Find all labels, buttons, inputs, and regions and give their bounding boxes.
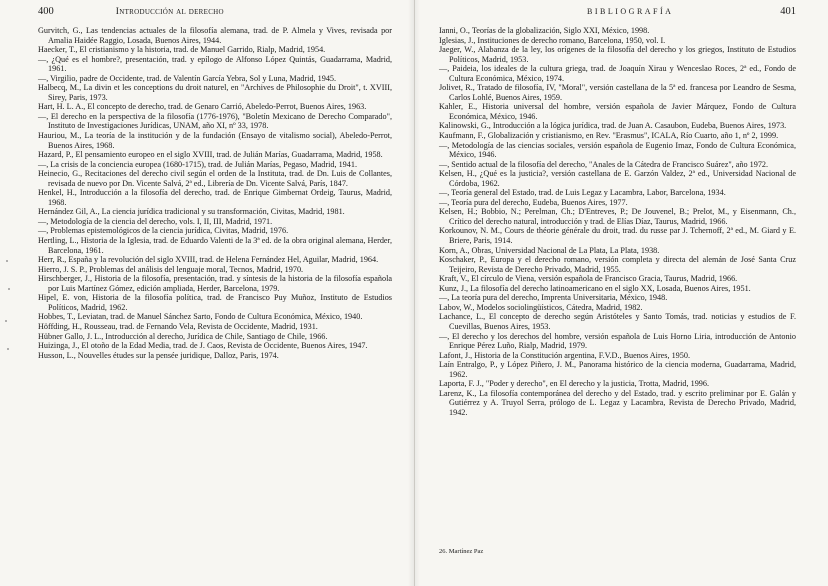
bibliography-entry: —, Teoría pura del derecho, Eudeba, Buenos Aires, 1977.	[439, 197, 628, 207]
bibliography-entry: Hart, H. L. A., El concepto de derecho, trad. de Genaro Carrió, Abeledo-Perrot, Buenos Aires, 1963.	[38, 102, 367, 112]
bibliography-entry: Kalinowski, G., Introducción a la lógica jurídica, trad. de Juan A. Casaubon, Eudeba, Buenos Aires, 1973.	[439, 121, 787, 131]
bibliography-entry: Hierro, J. S. P., Problemas del análisis del lenguaje moral, Tecnos, Madrid, 1970.	[38, 264, 304, 274]
bibliography-entry: —, Problemas epistemológicos de la ciencia jurídica, Civitas, Madrid, 1976.	[38, 226, 289, 236]
bibliography-entry: Laín Entralgo, P., y López Piñero, J. M., Panorama histórico de la ciencia moderna, Guadarrama, Madrid, 1962.	[439, 360, 796, 379]
bibliography-entry: Kunz, J., La filosofía del derecho latinoamericano en el siglo XX, Losada, Buenos Aires, 1951.	[439, 283, 751, 293]
left-page-header	[38, 6, 392, 22]
bibliography-entry: —, Teoría general del Estado, trad. de Luis Legaz y Lacambra, Labor, Barcelona, 1934.	[439, 188, 726, 198]
right-running-head: BIBLIOGRAFÍA	[587, 7, 674, 16]
bibliography-entry: Hipel, E. von, Historia de la filosofía política, trad. de Francisco Puy Muñoz, Instituto de Estudios Políticos, Madrid, 1962.	[38, 293, 392, 312]
margin-specks	[4, 250, 12, 370]
signature-footnote: 26. Martínez Paz	[439, 548, 484, 555]
bibliography-entry: Heinecio, G., Recitaciones del derecho civil según el orden de la Instituta, trad. de Dn. Luis de Collantes, revisada de nuevo por Dn. Vicente Salvá, 2ª ed., Librería de Dn. Vicente Salvá, París, 1847.	[38, 169, 392, 188]
bibliography-entry: Korn, A., Obras, Universidad Nacional de La Plata, La Plata, 1938.	[439, 245, 660, 255]
bibliography-entry: Haecker, T., El cristianismo y la historia, trad. de Manuel Garrido, Rialp, Madrid, 1954.	[38, 45, 326, 55]
bibliography-entry: —, Metodología de las ciencias sociales, versión española de Eugenio Imaz, Fondo de Cultura Económica, México, 1946.	[439, 140, 796, 160]
bibliography-entry: Iglesias, J., Instituciones de derecho romano, Barcelona, 1950, vol. I.	[439, 35, 666, 45]
bibliography-entry: Halbecq, M., La divin et les conceptions du droit naturel, en "Archives de Philosophie du Droit", t. XVIII, Sirey, Paris, 1973.	[38, 83, 392, 102]
bibliography-entry: —, Sentido actual de la filosofía del derecho, "Anales de la Cátedra de Francisco Suárez", año 1972.	[439, 159, 769, 169]
bibliography-entry: Korkounov, N. M., Cours de théorie générale du droit, trad. du russe par J. Tchernoff, 2ª ed., M. Giard y E. Briere, Paris, 1914.	[439, 226, 796, 246]
bibliography-entry: —, Paideia, los ideales de la cultura griega, trad. de Joaquín Xirau y Wenceslao Roces, 2ª ed., Fondo de Cultura Económica, México, 1974.	[439, 64, 796, 83]
right-bibliography-list	[439, 26, 796, 417]
bibliography-entry: Jaeger, W., Alabanza de la ley, los orígenes de la filosofía del derecho y los griegos, Instituto de Estudios Políticos, Madrid, 1953.	[439, 45, 796, 64]
bibliography-entry: —, El derecho y los derechos del hombre, versión española de Luis Horno Liria, introducción de Antonio Enrique Pérez Luño, Rialp, Madrid, 1979.	[439, 331, 796, 351]
bibliography-entry: Herr, R., España y la revolución del siglo XVIII, trad. de Helena Fernández Hel, Aguilar, Madrid, 1964.	[38, 255, 379, 265]
bibliography-entry: —, La teoría pura del derecho, Imprenta Universitaria, México, 1948.	[439, 293, 668, 303]
bibliography-entry: Lachance, L., El concepto de derecho según Aristóteles y Santo Tomás, trad. noticias y estudios de F. Cuevillas, Buenos Aires, 1953.	[439, 312, 796, 331]
bibliography-entry: Hernández Gil, A., La ciencia jurídica tradicional y su transformación, Civitas, Madrid, 1981.	[38, 207, 345, 217]
bibliography-entry: Kelsen, H.; Bobbio, N.; Perelman, Ch.; D'Entreves, P.; De Jouvenel, B.; Prelot, M., y Eisenmann, Ch., Crítico del derecho natural, introducción y trad. de Elías Díaz, Taurus, Madrid, 1966.	[439, 207, 796, 226]
left-running-head: Introducción al derecho	[115, 7, 224, 17]
bibliography-entry: Hirschberger, J., Historia de la filosofía, presentación, trad. y síntesis de la historia de la filosofía española por Luis Martínez Gómez, edición ampliada, Herder, Barcelona, 1979.	[38, 274, 392, 293]
bibliography-entry: —, ¿Qué es el hombre?, presentación, trad. y epílogo de Alfonso López Quintás, Guadarrama, Madrid, 1961.	[38, 54, 392, 74]
bibliography-entry: Hertling, L., Historia de la Iglesia, trad. de Eduardo Valenti de la 3ª ed. de la obra original alemana, Herder, Barcelona, 1961.	[38, 236, 392, 255]
bibliography-entry: Ianni, O., Teorías de la globalización, Siglo XXI, México, 1998.	[439, 26, 650, 35]
bibliography-entry: Koschaker, P., Europa y el derecho romano, versión completa y directa del alemán de José Santa Cruz Teijeiro, Revista de Derecho Privado, Madrid, 1955.	[439, 255, 796, 274]
bibliography-entry: Henkel, H., Introducción a la filosofía del derecho, trad. de Enrique Gimbernat Ordeig, Taurus, Madrid, 1968.	[38, 188, 392, 207]
bibliography-entry: —, La crisis de la conciencia europea (1680-1715), trad. de Julián Marías, Pegaso, Madrid, 1941.	[38, 159, 357, 169]
bibliography-entry: Husson, L., Nouvelles études sur la pensée juridique, Dalloz, Paris, 1974.	[38, 350, 279, 360]
bibliography-entry: Lafont, J., Historia de la Constitución argentina, F.V.D., Buenos Aires, 1950.	[439, 350, 691, 360]
bibliography-entry: Laporta, F. J., "Poder y derecho", en El derecho y la justicia, Trotta, Madrid, 1996.	[439, 379, 710, 389]
bibliography-entry: Kahler, E., Historia universal del hombre, versión española de Javier Márquez, Fondo de Cultura Económica, México, 1946.	[439, 102, 796, 121]
bibliography-entry: Huizinga, J., El otoño de la Edad Media, trad. de J. Caos, Revista de Occidente, Buenos Aires, 1947.	[38, 341, 368, 351]
bibliography-entry: Hauriou, M., La teoría de la institución y de la fundación (Ensayo de vitalismo social), Abeledo-Perrot, Buenos Aires, 1968.	[38, 131, 392, 150]
bibliography-entry: Höffding, H., Rousseau, trad. de Fernando Vela, Revista de Occidente, Madrid, 1931.	[38, 321, 318, 331]
bibliography-entry: —, Virgilio, padre de Occidente, trad. de Valentín García Yebra, Sol y Luna, Madrid, 1945.	[38, 73, 337, 83]
bibliography-entry: Kraft, V., El círculo de Viena, versión española de Francisco Gracia, Taurus, Madrid, 1966.	[439, 274, 738, 284]
bibliography-entry: Labov, W., Modelos sociolingüísticos, Cátedra, Madrid, 1982.	[439, 302, 643, 312]
bibliography-entry: Kelsen, H., ¿Qué es la justicia?, versión castellana de E. Garzón Valdez, 2ª ed., Universidad Nacional de Córdoba, 1962.	[439, 169, 796, 188]
left-bibliography-list	[38, 26, 392, 360]
bibliography-entry: Larenz, K., La filosofía contemporánea del derecho y del Estado, trad. y escrito preliminar por E. Galán y Gutiérrez y A. Truyol Serra, prólogo de L. Legaz y Lacambra, Revista de Derecho Privado, Madrid, 1942.	[439, 388, 796, 417]
bibliography-entry: Hübner Gallo, J. L., Introducción al derecho, Jurídica de Chile, Santiago de Chile, 1966.	[38, 331, 328, 341]
bibliography-entry: Kaufmann, F., Globalización y cristianismo, en Rev. "Erasmus", ICALA, Río Cuarto, año 1, nº 2, 1999.	[439, 131, 779, 141]
bibliography-entry: Gurvitch, G., Las tendencias actuales de la filosofía alemana, trad. de P. Almela y Vives, revisada por Amalia Haidée Raggio, Losada, Buenos Aires, 1944.	[38, 26, 392, 45]
left-page-number: 400	[38, 6, 54, 17]
bibliography-entry: Hazard, P., El pensamiento europeo en el siglo XVIII, trad. de Julián Marías, Guadarrama, Madrid, 1958.	[38, 150, 383, 160]
bibliography-entry: —, El derecho en la perspectiva de la filosofía (1776-1976), "Boletín Mexicano de Derecho Comparado", Instituto de Investigaciones Jurídicas, UNAM, año XI, nº 33, 1978.	[38, 111, 392, 131]
bibliography-entry: —, Metodología de la ciencia del derecho, vols. I, II, III, Madrid, 1971.	[38, 216, 273, 226]
right-page	[414, 0, 828, 586]
right-page-header	[439, 6, 796, 22]
bibliography-entry: Hobbes, T., Leviatan, trad. de Manuel Sánchez Sarto, Fondo de Cultura Económica, México, 1940.	[38, 312, 363, 322]
right-page-number: 401	[780, 6, 796, 17]
book-gutter	[408, 0, 420, 586]
bibliography-entry: Jolivet, R., Tratado de filosofía, IV, "Moral", versión castellana de la 5ª ed. francesa por Leandro de Sesma, Carlos Lohlé, Buenos Aires, 1959.	[439, 83, 796, 102]
